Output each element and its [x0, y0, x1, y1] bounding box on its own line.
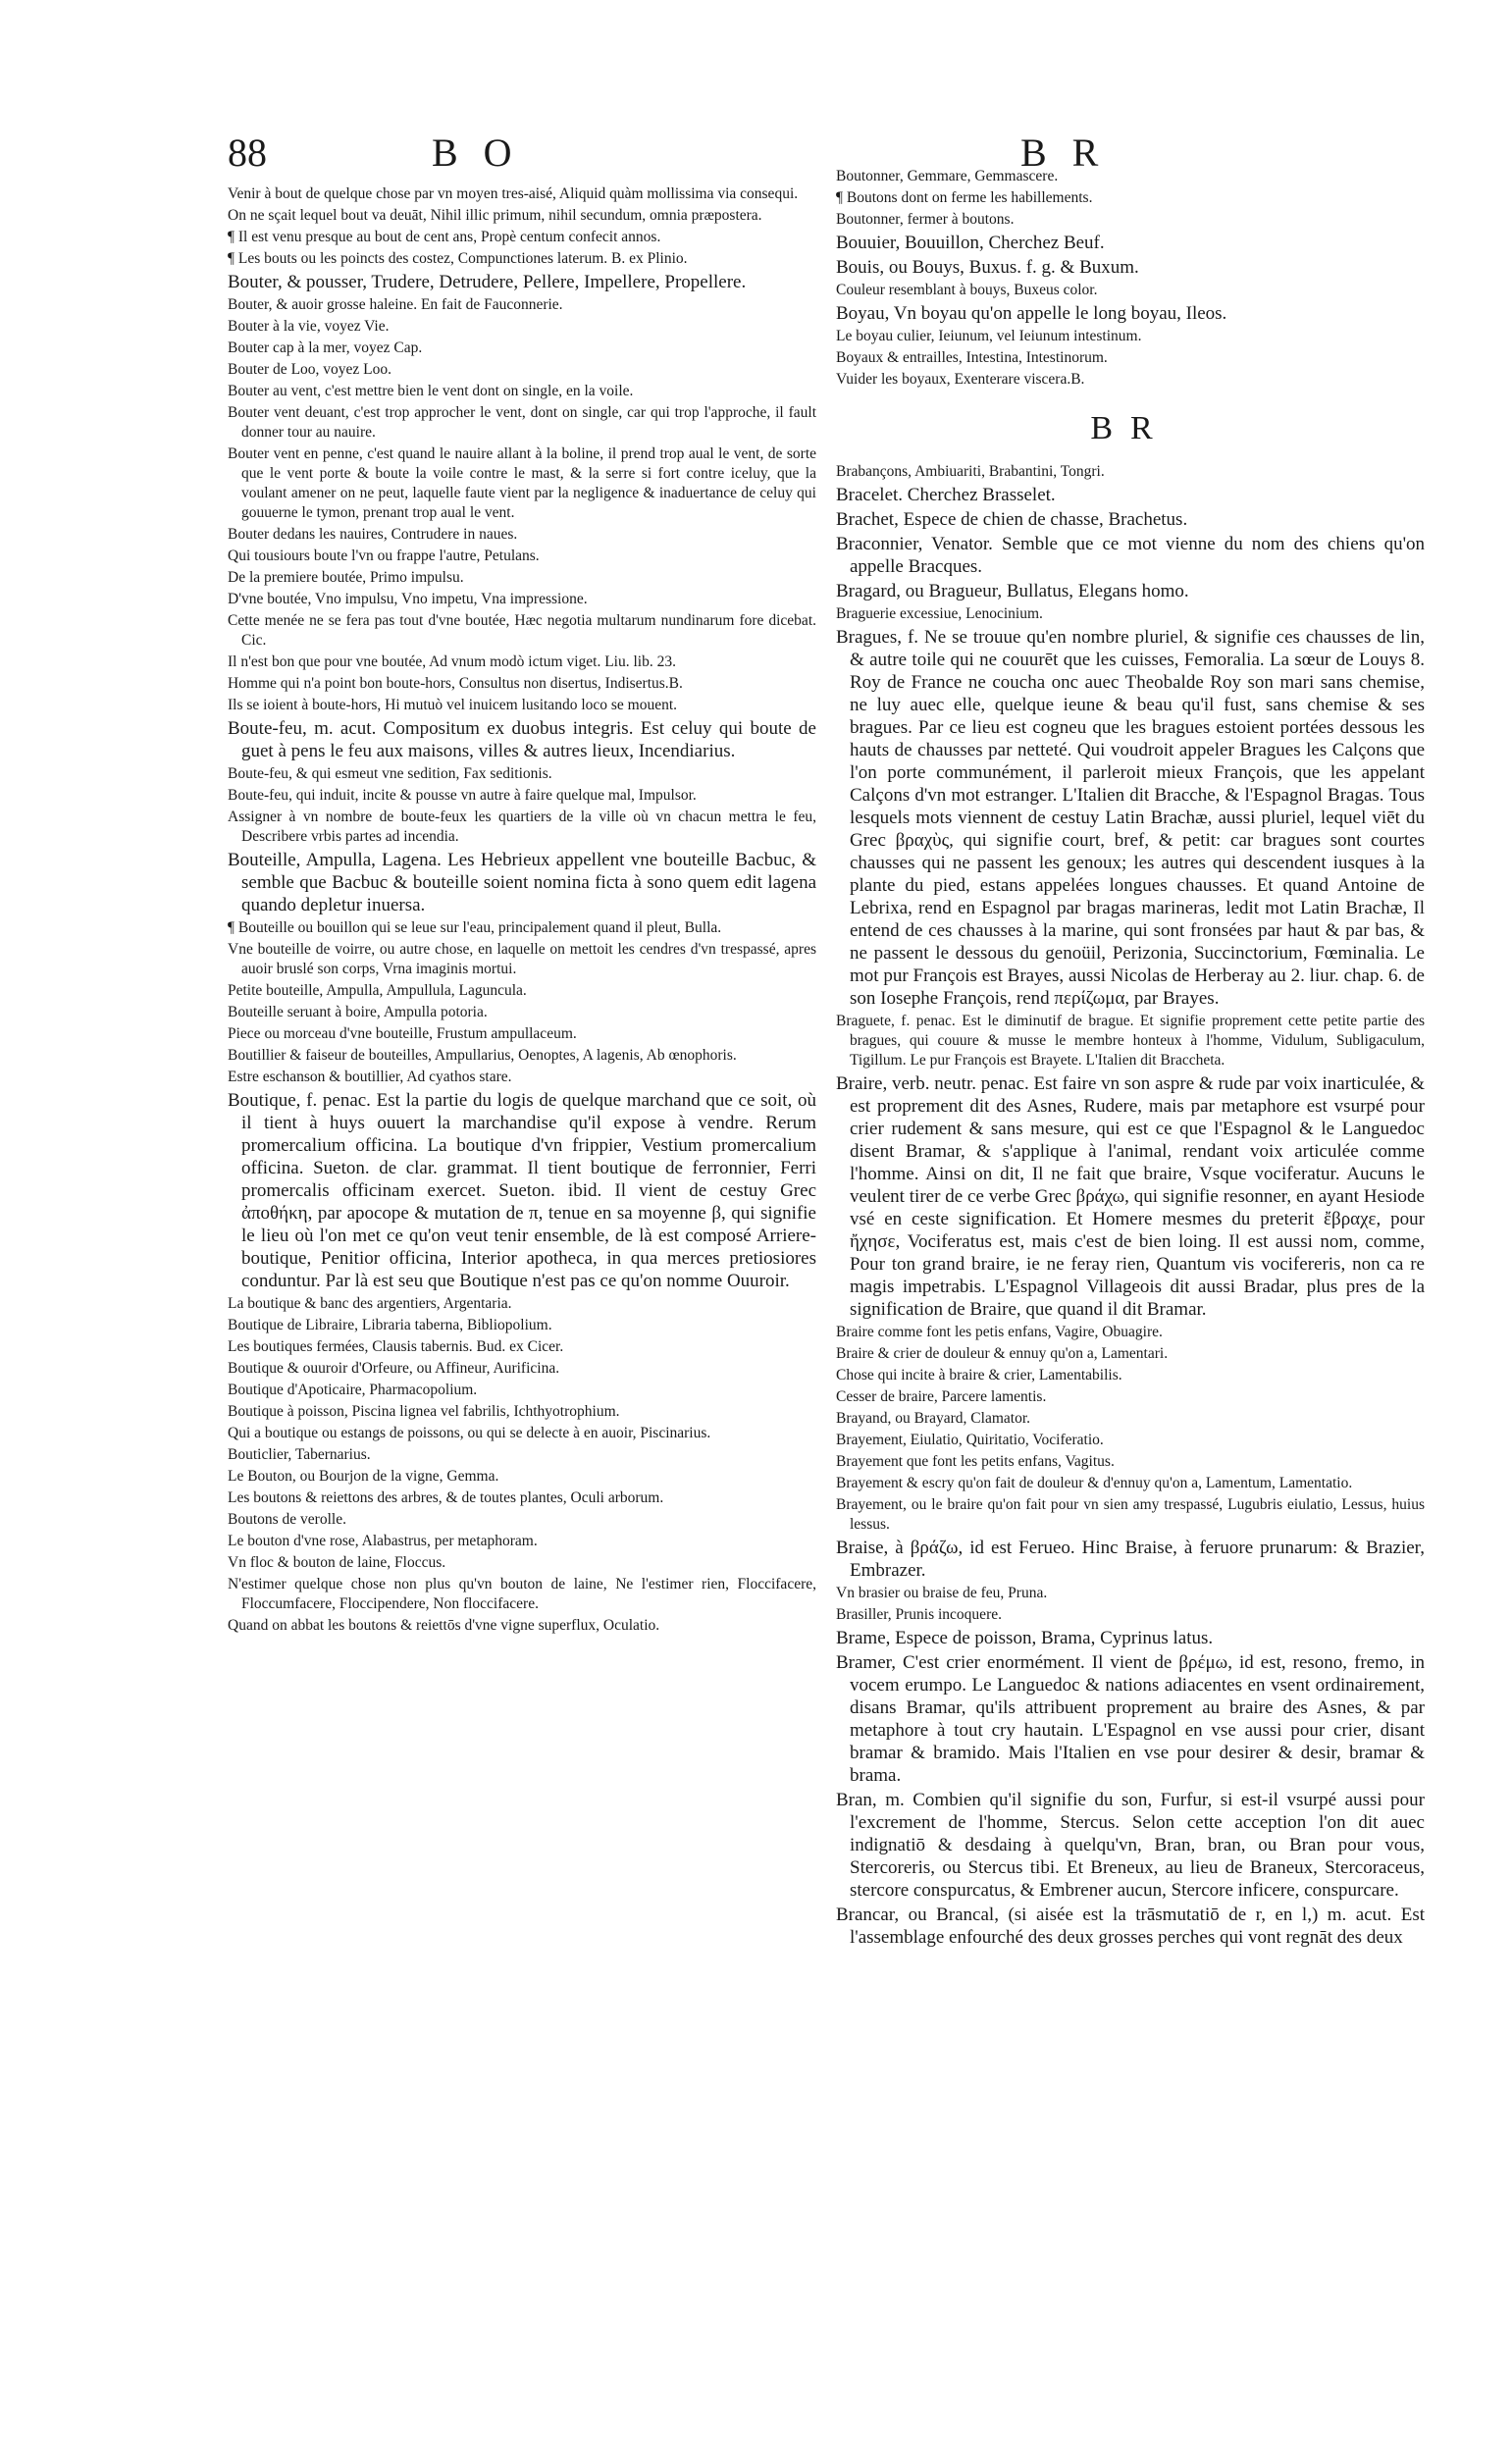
dictionary-entry: Bouuier, Bouuillon, Cherchez Beuf. — [836, 233, 1105, 253]
dictionary-entry: Bouter vent deuant, c'est trop approcher le vent, dont on single, car qui trop l'approche, il fault donner tour au nauire. — [228, 404, 816, 441]
dictionary-entry: Brayement que font les petits enfans, Vagitus. — [836, 1453, 1115, 1470]
dictionary-entry: Braguerie excessiue, Lenocinium. — [836, 605, 1043, 622]
dictionary-entry: Bouter cap à la mer, voyez Cap. — [228, 339, 423, 356]
dictionary-entry: Piece ou morceau d'vne bouteille, Frustum ampullaceum. — [228, 1025, 577, 1042]
dictionary-entry: Bouter de Loo, voyez Loo. — [228, 361, 392, 378]
dictionary-entry: Braguete, f. penac. Est le diminutif de brague. Et signifie proprement cette petite partie des bragues, qui couure & musse le membre honteux à l'homme, Vidulum, Subligaculum, Tigillum. Le pur François est Brayete. L'Italien dit Braccheta. — [836, 1013, 1425, 1069]
dictionary-entry: Boutonner, Gemmare, Gemmascere. — [836, 168, 1059, 184]
dictionary-entry: Brayand, ou Brayard, Clamator. — [836, 1410, 1031, 1427]
dictionary-entry: Boyaux & entrailles, Intestina, Intestinorum. — [836, 349, 1108, 366]
dictionary-entry: Les boutiques fermées, Clausis tabernis. Bud. ex Cicer. — [228, 1338, 564, 1355]
dictionary-entry: Bran, m. Combien qu'il signifie du son, Furfur, si est-il vsurpé aussi pour l'excrement de l'homme, Stercus. Selon cette acception l'on dit auec indignatiō & desdaing à quelqu'vn, Bran, bran, ou Bran pour vous, Stercoreris, ou Stercus tibi. Et Breneux, au lieu de Braneux, Stercoraceus, stercore conspurcatus, & Embrener aucun, Stercore inficere, conspurcare. — [836, 1790, 1425, 1901]
dictionary-entry: La boutique & banc des argentiers, Argentaria. — [228, 1295, 512, 1312]
dictionary-entry: Braise, à βράζω, id est Ferueo. Hinc Braise, à feruore prunarum: & Brazier, Embrazer. — [836, 1538, 1425, 1581]
dictionary-entry: Bracelet. Cherchez Brasselet. — [836, 485, 1056, 505]
dictionary-entry: Braire, verb. neutr. penac. Est faire vn son aspre & rude par voix inarticulée, & est proprement dit des Asnes, Rudere, mais par metaphore est vsurpé pour crier rudement & sans mesure, qui est ce que l'Espagnol & le Languedoc disent Bramar, & s'applique à l'animal, rendant voix articulée comme l'homme. Ainsi on dit, Il ne fait que braire, Vsque vociferatur. Aucuns le veulent tirer de ce verbe Grec βράχω, qui signifie resonner, en ayant Hesiode vsé en ceste signification. Et Homere mesmes du preterit ἔβραχε, pour ἤχησε, Vociferatus est, mais c'est de bien loing. Il est aussi nom, comme, Pour ton grand braire, ie ne feray rien, Quantum vis vocifereris, non ca re magis impetrabis. L'Espagnol Villageois dit aussi Bradar, plus pres de la signification de Braire, que quand il dit Bramar. — [836, 1073, 1425, 1320]
dictionary-entry: Bouter vent en penne, c'est quand le nauire allant à la boline, il prend trop aual le vent, de sorte que le vent porte & boute la voile contre le mast, & la serre si fort contre iceluy, que la voulant amener on ne peut, laquelle faute vient par la negligence & inaduertance de celuy qui gouuerne le tymon, prenant trop aual le vent. — [228, 445, 816, 521]
dictionary-entry: Boute-feu, & qui esmeut vne sedition, Fax seditionis. — [228, 765, 552, 782]
running-head-right: BR — [1020, 130, 1124, 175]
dictionary-entry: Ils se ioient à boute-hors, Hi mutuò vel inuicem lusitando loco se mouent. — [228, 697, 678, 713]
left-column — [228, 184, 816, 1638]
right-column-bottom — [836, 462, 1425, 1949]
dictionary-entry: Chose qui incite à braire & crier, Lamentabilis. — [836, 1367, 1122, 1383]
dictionary-entry: ¶ Bouteille ou bouillon qui se leue sur l'eau, principalement quand il pleut, Bulla. — [228, 919, 722, 936]
dictionary-entry: Assigner à vn nombre de boute-feux les quartiers de la ville où vn chacun mettra le feu, Describere vrbis partes ad incendia. — [228, 809, 816, 845]
dictionary-entry: Boutillier & faiseur de bouteilles, Ampullarius, Oenoptes, A lagenis, Ab œnophoris. — [228, 1047, 737, 1064]
right-column — [836, 167, 1425, 1951]
dictionary-entry: Cette menée ne se fera pas tout d'vne boutée, Hæc negotia multarum nundinarum fore dicebat. Cic. — [228, 612, 816, 649]
dictionary-entry: Qui tousiours boute l'vn ou frappe l'autre, Petulans. — [228, 548, 540, 564]
dictionary-entry: Braire & crier de douleur & ennuy qu'on a, Lamentari. — [836, 1345, 1169, 1362]
dictionary-entry: Brancar, ou Brancal, (si aisée est la trāsmutatiō de r, en l,) m. acut. Est l'assemblage enfourché des deux grosses perches qui vont regnāt des deux — [836, 1905, 1425, 1948]
dictionary-entry: Bramer, C'est crier enormément. Il vient de βρέμω, id est, resono, fremo, in vocem erumpo. Le Languedoc & nations adiacentes en vsent ordinairement, disans Bramar, qu'ils attribuent proprement au braire des Asnes, & par metaphore à tout cry hautain. L'Espagnol en vse aussi pour crier, disant bramar & bramido. Mais l'Italien en vse pour desirer & desir, bramar & brama. — [836, 1652, 1425, 1786]
dictionary-entry: Vn floc & bouton de laine, Floccus. — [228, 1554, 446, 1571]
dictionary-entry: Couleur resemblant à bouys, Buxeus color. — [836, 282, 1098, 298]
dictionary-entry: Cesser de braire, Parcere lamentis. — [836, 1388, 1047, 1405]
dictionary-entry: Bouter dedans les nauires, Contrudere in naues. — [228, 526, 518, 543]
dictionary-entry: Bouter, & pousser, Trudere, Detrudere, Pellere, Impellere, Propellere. — [228, 272, 747, 292]
dictionary-entry: ¶ Boutons dont on ferme les habillements. — [836, 189, 1093, 206]
dictionary-entry: Brabançons, Ambiuariti, Brabantini, Tongri. — [836, 463, 1105, 480]
dictionary-entry: Boutonner, fermer à boutons. — [836, 211, 1015, 228]
dictionary-entry: Le Bouton, ou Bourjon de la vigne, Gemma. — [228, 1468, 499, 1485]
dictionary-entry: ¶ Les bouts ou les poincts des costez, Compunctiones laterum. B. ex Plinio. — [228, 250, 688, 267]
dictionary-entry: N'estimer quelque chose non plus qu'vn bouton de laine, Ne l'estimer rien, Floccifacere, Floccumfacere, Floccipendere, Non floccifacere. — [228, 1576, 816, 1612]
dictionary-entry: Bouteille, Ampulla, Lagena. Les Hebrieux appellent vne bouteille Bacbuc, & semble que Bacbuc & bouteille soient nomina ficta à sono quem edit lagena quando depletur inuersa. — [228, 850, 816, 915]
section-heading: BR — [1090, 410, 1171, 446]
dictionary-entry: Boute-feu, qui induit, incite & pousse vn autre à faire quelque mal, Impulsor. — [228, 787, 697, 804]
dictionary-entry: Bouter à la vie, voyez Vie. — [228, 318, 390, 335]
dictionary-entry: Vn brasier ou braise de feu, Pruna. — [836, 1585, 1048, 1601]
dictionary-entry: Brayement, Eiulatio, Quiritatio, Vociferatio. — [836, 1432, 1104, 1448]
dictionary-entry: Boute-feu, m. acut. Compositum ex duobus integris. Est celuy qui boute de guet à pens le feu aux maisons, villes & autres lieux, Incendiarius. — [228, 718, 816, 761]
dictionary-entry: Le boyau culier, Ieiunum, vel Ieiunum intestinum. — [836, 328, 1142, 344]
dictionary-entry: Il n'est bon que pour vne boutée, Ad vnum modò ictum viget. Liu. lib. 23. — [228, 653, 676, 670]
dictionary-entry: Boyau, Vn boyau qu'on appelle le long boyau, Ileos. — [836, 303, 1227, 324]
running-head-left: BO — [432, 130, 538, 175]
dictionary-entry: Brayement & escry qu'on fait de douleur & d'ennuy qu'on a, Lamentum, Lamentatio. — [836, 1475, 1353, 1491]
dictionary-entry: Brasiller, Prunis incoquere. — [836, 1606, 1002, 1623]
dictionary-entry: Boutique, f. penac. Est la partie du logis de quelque marchand que ce soit, où il tient à huys ouuert la marchandise qu'il expose à vendre. Rerum promercalium officina. La boutique d'vn frippier, Vestium promercalium officina. Sueton. de clar. grammat. Il tient boutique de ferronnier, Ferri promercalis officinam exercet. Sueton. ibid. Il vient de cestuy Grec ἀποθήκη, par apocope & mutation de π, tenue en sa moyenne β, qui signifie le lieu où l'on met ce qu'on veut tenir ensemble, de là est composé Arriere-boutique, Penitior officina, Interior apotheca, in qua merces pretiosiores conduntur. Par là est seu que Boutique n'est pas ce qu'on nomme Ouuroir. — [228, 1090, 816, 1291]
dictionary-entry: Bouis, ou Bouys, Buxus. f. g. & Buxum. — [836, 257, 1139, 278]
dictionary-entry: Estre eschanson & boutillier, Ad cyathos stare. — [228, 1069, 512, 1085]
dictionary-entry: Homme qui n'a point bon boute-hors, Consultus non disertus, Indisertus.B. — [228, 675, 683, 692]
dictionary-entry: Bouter, & auoir grosse haleine. En fait de Fauconnerie. — [228, 296, 563, 313]
dictionary-entry: Bragard, ou Bragueur, Bullatus, Elegans homo. — [836, 581, 1189, 601]
dictionary-entry: Bouteille seruant à boire, Ampulla potoria. — [228, 1004, 488, 1020]
dictionary-entry: Venir à bout de quelque chose par vn moyen tres-aisé, Aliquid quàm mollissima via consequi. — [228, 185, 799, 202]
dictionary-entry: ¶ Il est venu presque au bout de cent ans, Propè centum confecit annos. — [228, 229, 661, 245]
dictionary-entry: Boutique d'Apoticaire, Pharmacopolium. — [228, 1382, 478, 1398]
dictionary-entry: On ne sçait lequel bout va deuāt, Nihil illic primum, nihil secundum, omnia præpostera. — [228, 207, 762, 224]
dictionary-entry: Brame, Espece de poisson, Brama, Cyprinus latus. — [836, 1628, 1214, 1648]
right-column-top — [836, 167, 1425, 390]
dictionary-entry: D'vne boutée, Vno impulsu, Vno impetu, Vna impressione. — [228, 591, 588, 607]
dictionary-entry: Boutons de verolle. — [228, 1511, 346, 1528]
dictionary-entry: Boutique & ouuroir d'Orfeure, ou Affineur, Aurificina. — [228, 1360, 560, 1377]
dictionary-entry: Quand on abbat les boutons & reiettōs d'vne vigne superflux, Oculatio. — [228, 1617, 660, 1634]
dictionary-entry: Petite bouteille, Ampulla, Ampullula, Laguncula. — [228, 982, 527, 999]
dictionary-entry: Brayement, ou le braire qu'on fait pour vn sien amy trespassé, Lugubris eiulatio, Lessus, huius lessus. — [836, 1496, 1425, 1533]
dictionary-entry: Les boutons & reiettons des arbres, & de toutes plantes, Oculi arborum. — [228, 1489, 664, 1506]
dictionary-entry: Qui a boutique ou estangs de poissons, ou qui se delecte à en auoir, Piscinarius. — [228, 1425, 711, 1441]
dictionary-entry: Braconnier, Venator. Semble que ce mot vienne du nom des chiens qu'on appelle Bracques. — [836, 534, 1425, 577]
page-number: 88 — [228, 130, 267, 175]
dictionary-entry: Bouter au vent, c'est mettre bien le vent dont on single, en la voile. — [228, 383, 634, 399]
dictionary-entry: Le bouton d'vne rose, Alabastrus, per metaphoram. — [228, 1533, 538, 1549]
dictionary-entry: De la premiere boutée, Primo impulsu. — [228, 569, 464, 586]
dictionary-entry: Vuider les boyaux, Exenterare viscera.B. — [836, 371, 1085, 388]
dictionary-entry: Bouticlier, Tabernarius. — [228, 1446, 371, 1463]
dictionary-entry: Braire comme font les petis enfans, Vagire, Obuagire. — [836, 1324, 1163, 1340]
dictionary-entry: Bragues, f. Ne se trouue qu'en nombre pluriel, & signifie ces chausses de lin, & autre toile qui ne couurēt que les cuisses, Femoralia. La sœur de Louys 8. Roy de France ne coucha onc auec Theobalde Roy son mari sans chemise, ne luy auec elle, quelque ieune & beau qu'il fust, sans chemise & ses bragues. Par ce lieu est cogneu que les bragues estoient portées dessous les hauts de chausses par netteté. Qui voudroit appeler Bragues les Calçons que l'on porte communément, il parleroit mieux François, que les appelant Calçons d'vn mot estranger. L'Italien dit Bracche, & l'Espagnol Bragas. Tous lesquels mots viennent de cestuy Latin Brachæ, aussi pluriel, lequel viēt du Grec βραχὺς, qui signifie court, bref, & petit: car bragues sont courtes chausses qui ne passent les genoux; les autres qui descendent iusques à la plante du pied, estans appelées longues chausses. Et quand Antoine de Lebrixa, rend en Espagnol par bragas marineras, ledit mot Latin Brachæ, Il entend de ces chausses à la marine, qui sont fronsées par haut & par bas, & ne passent le dessous du genoüil, Perizonia, Succinctorium, Fœminalia. Le mot pur François est Brayes, aussi Nicolas de Herberay au 2. liur. chap. 6. de son Iosephe François, rend περίζωμα, par Brayes. — [836, 627, 1425, 1009]
dictionary-entry: Vne bouteille de voirre, ou autre chose, en laquelle on mettoit les cendres d'vn trespassé, apres auoir bruslé son corps, Vrna imaginis mortui. — [228, 941, 816, 977]
dictionary-entry: Boutique à poisson, Piscina lignea vel fabrilis, Ichthyotrophium. — [228, 1403, 620, 1420]
dictionary-entry: Brachet, Espece de chien de chasse, Brachetus. — [836, 509, 1188, 530]
dictionary-entry: Boutique de Libraire, Libraria taberna, Bibliopolium. — [228, 1317, 552, 1333]
